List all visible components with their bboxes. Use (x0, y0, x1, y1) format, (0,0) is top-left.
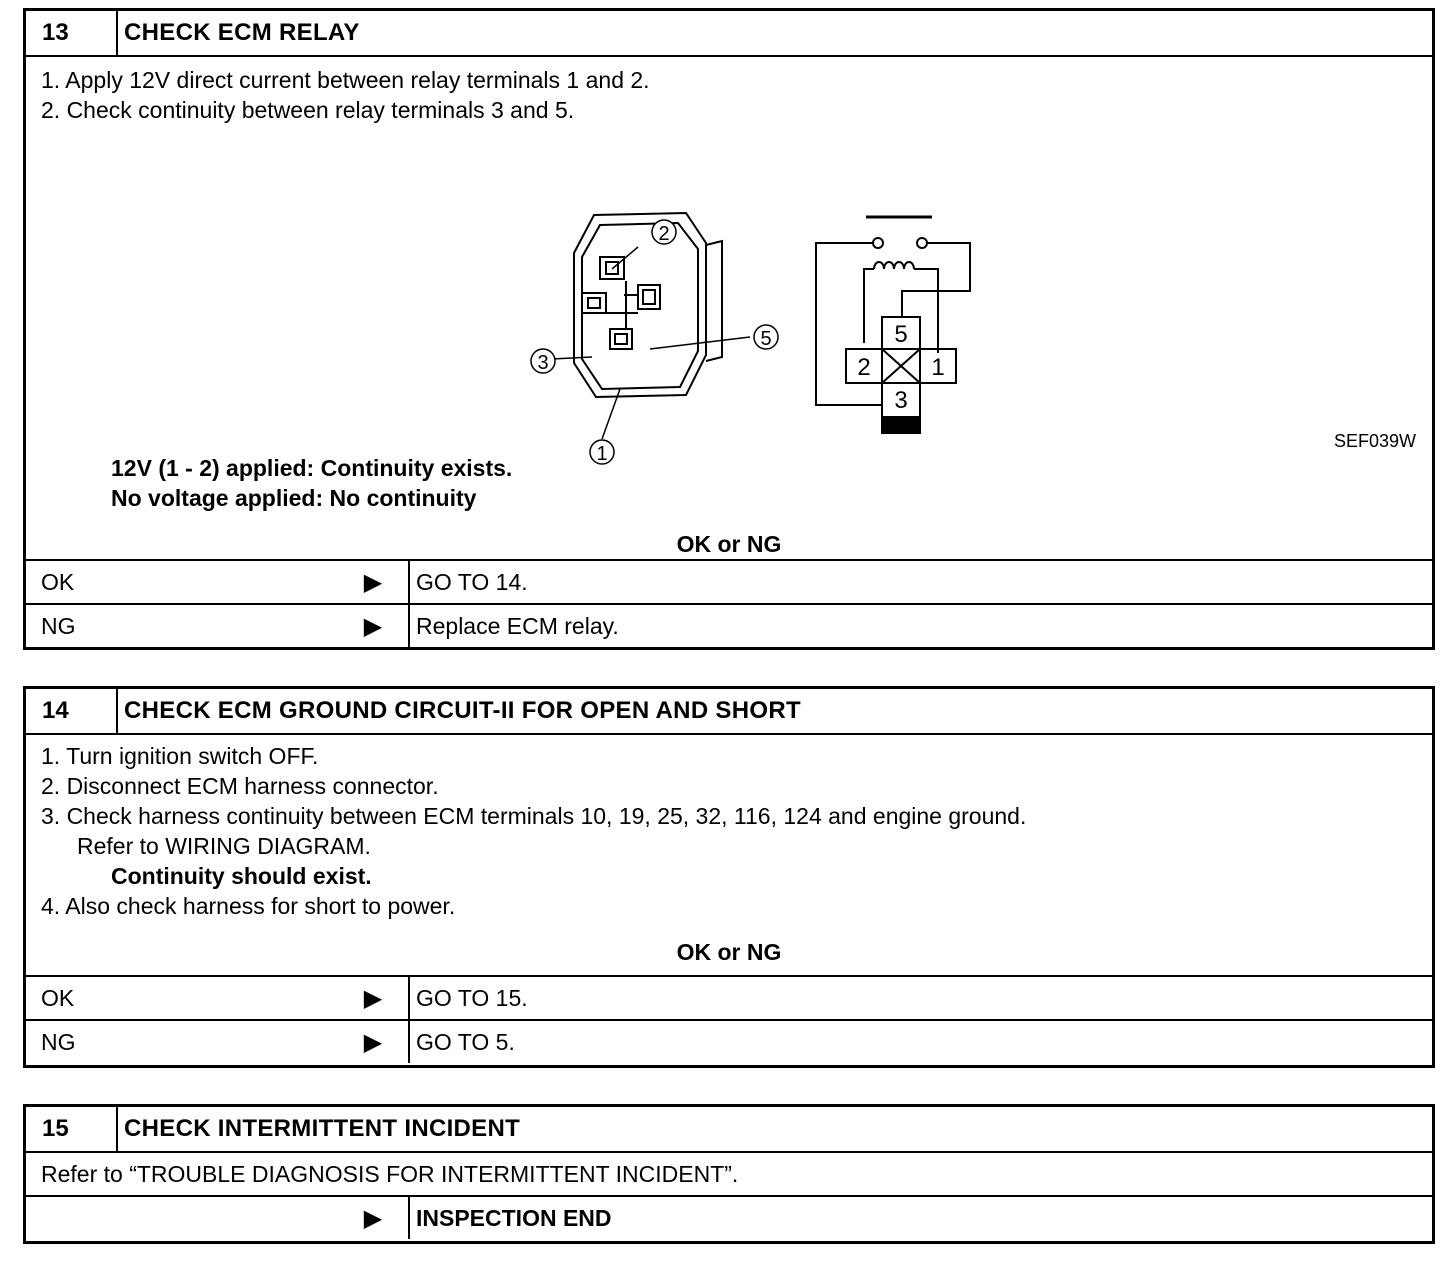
result-label (26, 1197, 338, 1239)
instruction-3: 3. Check harness continuity between ECM terminals 10, 19, 25, 32, 116, 124 and engine ground. (41, 803, 1027, 829)
terminal-5-label: 5 (894, 321, 908, 348)
step-14-body (26, 735, 1432, 1065)
step-title: CHECK INTERMITTENT INCIDENT (124, 1115, 521, 1142)
callout-2: 2 (658, 223, 670, 245)
result-action: INSPECTION END (408, 1197, 1432, 1239)
spec-line-2: No voltage applied: No continuity (111, 485, 477, 511)
figure-code: SEF039W (1333, 431, 1416, 451)
result-row-ok (26, 975, 1432, 1019)
instruction-1: 1. Turn ignition switch OFF. (41, 743, 319, 769)
instruction-4: 4. Also check harness for short to power. (41, 893, 456, 919)
instruction-1: 1. Apply 12V direct current between relay terminals 1 and 2. (41, 67, 650, 93)
step-number: 14 (26, 689, 118, 733)
result-row-ng (26, 1019, 1432, 1063)
relay-circuit-diagram (816, 217, 970, 433)
step-15-header (26, 1107, 1432, 1153)
step-number: 13 (26, 11, 118, 55)
ok-or-ng-label: OK or NG (676, 939, 782, 965)
callout-5: 5 (760, 328, 772, 350)
instruction-2: 2. Check continuity between relay terminals 3 and 5. (41, 97, 575, 123)
result-row-end (26, 1195, 1432, 1239)
step-15-box (23, 1104, 1435, 1244)
terminal-3-label: 3 (894, 387, 908, 414)
step-13-body (26, 57, 1432, 647)
step-title: CHECK ECM GROUND CIRCUIT-II FOR OPEN AND SHORT (124, 697, 801, 724)
instruction-2: 2. Disconnect ECM harness connector. (41, 773, 439, 799)
result-action: GO TO 5. (408, 1021, 1432, 1063)
result-row-ng (26, 603, 1432, 647)
terminal-2-label: 2 (857, 354, 871, 381)
result-action: Replace ECM relay. (408, 605, 1432, 647)
step-14-header (26, 689, 1432, 735)
result-action: GO TO 14. (408, 561, 1432, 603)
terminal-callouts (531, 220, 778, 464)
step-title: CHECK ECM RELAY (124, 19, 360, 46)
arrow-right-icon: ▶ (363, 984, 383, 1012)
terminal-1-label: 1 (931, 354, 945, 381)
result-label: OK (41, 568, 75, 595)
step-number: 15 (26, 1107, 118, 1151)
result-action: GO TO 15. (408, 977, 1432, 1019)
instruction-3-spec: Continuity should exist. (111, 863, 372, 889)
instruction: Refer to “TROUBLE DIAGNOSIS FOR INTERMITTENT INCIDENT”. (41, 1161, 739, 1187)
arrow-right-icon: ▶ (363, 568, 383, 596)
result-label: NG (41, 612, 76, 639)
step-13-header (26, 11, 1432, 57)
arrow-right-icon: ▶ (363, 612, 383, 640)
callout-1: 1 (596, 443, 608, 465)
step-13-box (23, 8, 1435, 650)
step-14-box (23, 686, 1435, 1068)
result-row-ok (26, 559, 1432, 603)
ok-or-ng-label: OK or NG (676, 531, 782, 557)
callout-3: 3 (537, 352, 549, 374)
result-label: NG (41, 1028, 76, 1055)
arrow-right-icon: ▶ (363, 1028, 383, 1056)
instruction-3-ref: Refer to WIRING DIAGRAM. (77, 833, 371, 859)
spec-line-1: 12V (1 - 2) applied: Continuity exists. (111, 455, 513, 481)
arrow-right-icon: ▶ (363, 1204, 383, 1232)
step-15-body (26, 1153, 1432, 1241)
relay-figure (26, 145, 1438, 465)
relay-connector-drawing (574, 213, 722, 397)
result-label: OK (41, 984, 75, 1011)
